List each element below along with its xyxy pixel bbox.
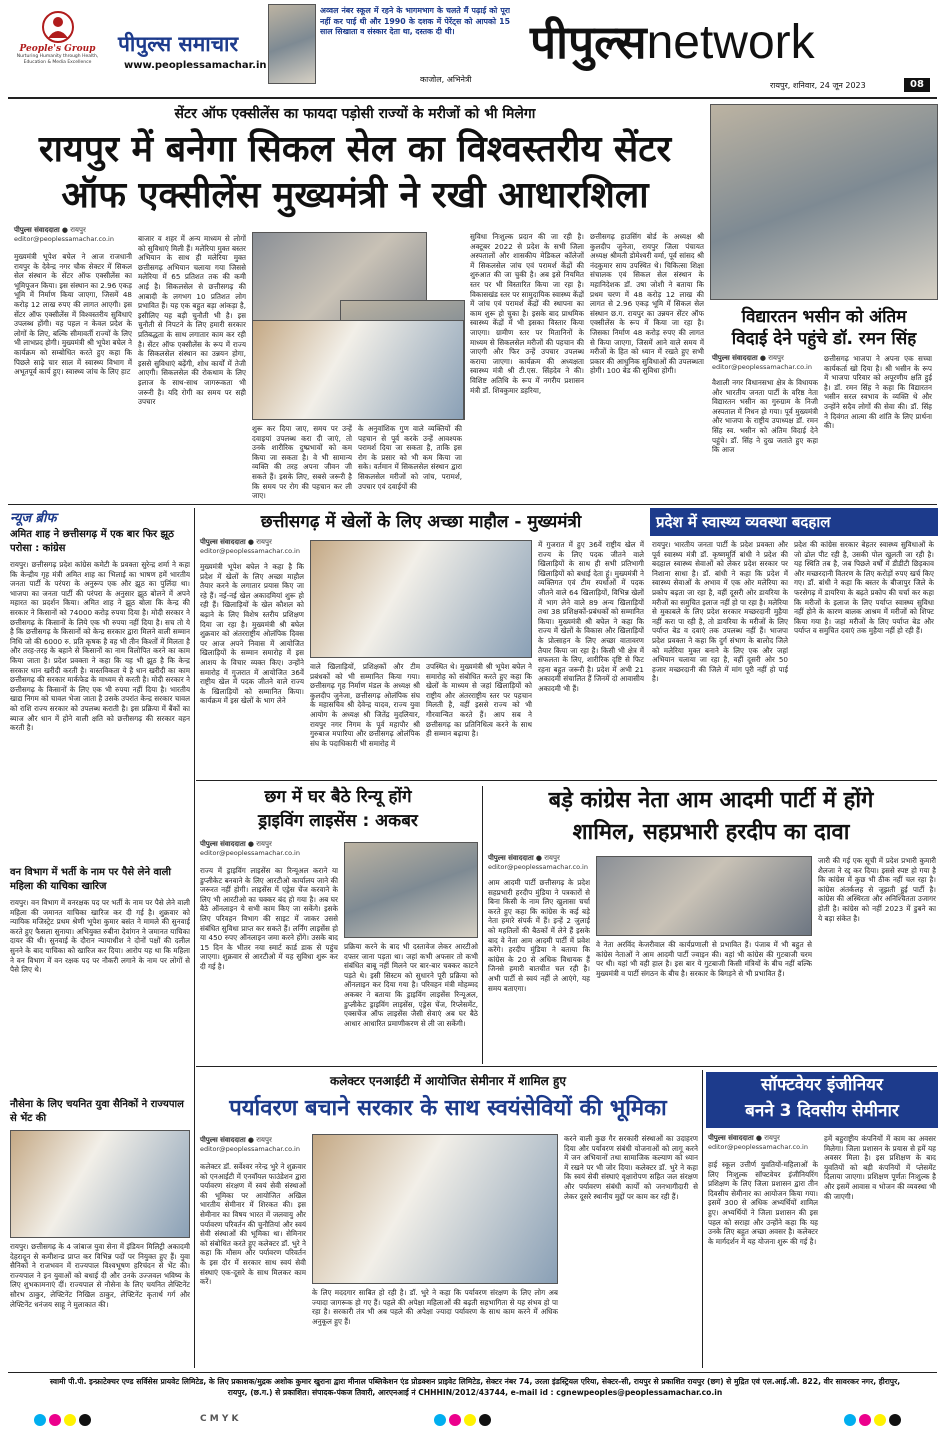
license-headline-2: ड्राइविंग लाइसेंस : अकबर (258, 811, 418, 831)
brief-2-title: वन विभाग में भर्ती के नाम पर पैसे लेने वाली महिला की याचिका खारिज (10, 867, 172, 892)
seminar-byline-email: editor@peoplessamachar.co.in (200, 1145, 300, 1153)
raman-byline: पीपुल्स संवाददाता ● रायपुर editor@peoplessamachar.co.in (712, 354, 822, 371)
license-byline-place: रायपुर (256, 840, 272, 848)
license-byline-name: पीपुल्स संवाददाता (200, 840, 246, 848)
license-col-2: प्रक्रिया करने के बाद भी दस्तावेज लेकर आरटीओ दफ्तर जाना पड़ता था। जहां कभी अफसर तो कभी संबंधित बाबू नहीं मिलने पर बार-बार चक्कर काटने पड़ते थे। इसी सिस्टम को सुधारने पूरी प्रक्रिया को ऑनलाइन कर दिया गया है। परिवहन मंत्री मोहम्मद अकबर ने बताया कि ड्राइविंग लाइसेंस रिन्यूअल, डुप्लीकेट ड्राइविंग लाइसेंस, एड्रेस चेंज, रिप्लेसमेंट, एक्सचेंज ऑफ लाइसेंस जैसी सेवाएं अब घर बैठे आधार आधारित प्रमाणीकरण से ली जा सकेंगी। (344, 942, 478, 1028)
seminar-byline-name: पीपुल्स संवाददाता (200, 1136, 246, 1144)
vertical-rule-right (702, 1070, 703, 1368)
sports-byline-email: editor@peoplessamachar.co.in (200, 547, 300, 555)
kajol-photo (268, 4, 316, 84)
raman-headline-2: विदाई देने पहुंचे डॉ. रमन सिंह (731, 329, 917, 349)
lead-headline-2: ऑफ एक्सीलेंस मुख्यमंत्री ने रखी आधारशिला (61, 175, 649, 216)
lead-col-4: के अनुवांशिक गुण वाले व्यक्तियों की पहचान से पूर्व करके उन्हें आवश्यक परामर्श दिया जा सकता है, ताकि इस रोग के प्रसार को भी कम किया जा सके। वर्तमान में सिकलसेल संस्थान द्वारा सिकलसेल मरीजों को जांच, परामर्श, उपचार एवं दवाईयों की (358, 424, 462, 491)
sports-photo (310, 540, 532, 658)
byline-name: पीपुल्स संवाददाता (14, 226, 60, 234)
aap-headline-2: शामिल, सहप्रभारी हरदीप का दावा (572, 820, 850, 845)
lead-kicker: सेंटर ऑफ एक्सीलेंस का फायदा पड़ोसी राज्यों के मरीजों को भी मिलेगा (174, 106, 536, 122)
raman-photo (710, 104, 938, 300)
sports-col-3: उपस्थित थे। मुख्यमंत्री श्री भूपेश बघेल ने समारोह को संबोधित करते हुए कहा कि खेलों के माध्यम से जहां खिलाड़ियों को राष्ट्रीय और अंतरराष्ट्रीय स्तर पर पहचान मिलती है, वहीं इससे राज्य को भी गौरवान्वित करते हैं। आप सब ने छत्तीसगढ़ का प्रतिनिधित्व करने के साथ ही सम्मान बढ़ाया है। (426, 662, 532, 739)
software-col-1: हाई स्कूल उत्तीर्ण युवतियों-महिलाओं के लिए निःशुल्क सॉफ्टवेयर इंजीनियरिंग प्रशिक्षण के लिए जिला प्रशासन द्वारा तीन दिवसीय सेमीनार का आयोजन किया गया। इसमें 300 से अधिक अभ्यर्थियों शामिल हुए। अभ्यर्थियों ने जिला प्रशासन की इस पहल को सराहा और उन्होंने कहा कि यह उनके लिए बहुत अच्छा अवसर है। कलेक्टर के मार्गदर्शन में यह योजना शुरू की गई है। (708, 1160, 818, 1246)
brief-3-title: नौसेना के लिए चयनित युवा सैनिकों ने राज्यपाल से भेंट की (10, 1099, 184, 1124)
raman-col-1: वैशाली नगर विधानसभा क्षेत्र के विधायक और भारतीय जनता पार्टी के वरिष्ठ नेता विद्यारतन भसीन का गुरुग्राम के निजी अस्पताल में निधन हो गया। पूर्व मुख्यमंत्री और भाजपा के राष्ट्रीय उपाध्यक्ष डॉ. रमन सिंह स्व. भसीन को अंतिम विदाई देने पहुंचे। डॉ. सिंह ने दुख जताते हुए कहा कि आज (712, 378, 818, 455)
website: www.peoplessamachar.in (124, 60, 267, 71)
lead-col-3: शुरू कर दिया जाए, समय पर उन्हें दवाइयां उपलब्ध करा दी जाएं, तो उनके शारीरिक दुष्प्रभावों को कम किया जा सकता है। वे भी सामान्य व्यक्ति की तरह अपना जीवन जी सकते हैं। इसके लिए, सबसे जरूरी है कि समय पर रोग की पहचान कर ली जाए। (252, 424, 352, 500)
license-photo (344, 842, 478, 938)
vertical-rule-mid (482, 786, 483, 1064)
aap-col-2: वे नेता अरविंद केजरीवाल की कार्यप्रणाली से प्रभावित हैं। पंजाब में भी बहुत से कांग्रेस नेताओं ने आम आदमी पार्टी ज्वाइन की। वहां भी कांग्रेस की गुटबाजी चरम पर थी। यहां भी वही हाल है। इस बार ये गुटबाजी किसी मंत्रियों के बीच नहीं बल्कि मुख्यमंत्री व पार्टी संगठन के बीच है। सरकार के बिगड़ने से भी प्रभावित हैं। (596, 940, 812, 978)
aap-photo (596, 856, 812, 936)
masthead-rule (8, 97, 937, 99)
seminar-byline-place: रायपुर (256, 1136, 272, 1144)
brief-3-photo (10, 1130, 190, 1238)
aap-byline: पीपुल्स संवाददाता ● रायपुर editor@peoplessamachar.co.in (488, 854, 592, 871)
seminar-photo (312, 1134, 558, 1284)
aap-col-3: जारी की गई एक सूची में प्रदेश प्रभारी कुमारी शैलजा ने रद्द कर दिया। इससे स्पष्ट हो गया है कि कांग्रेस में कुछ भी ठीक नहीं चल रहा है। कांग्रेस अंतर्कलह से जूझती हुई पार्टी है। कांग्रेस की अस्थिरता और अनिश्चितता उजागर होती है। कांग्रेस को नहीं 2023 में डुबने का ये बड़ा संकेत है। (818, 856, 936, 923)
section-rule-2 (196, 780, 937, 781)
group-tagline: Nurturing Humanity through Health, Education & Media Excellence (16, 54, 99, 65)
network-english: network (646, 16, 815, 69)
seminar-byline: पीपुल्स संवाददाता ● रायपुर editor@peoplessamachar.co.in (200, 1136, 310, 1153)
software-headline-2: बनने 3 दिवसीय सेमीनार (745, 1101, 899, 1121)
sports-headline: छत्तीसगढ़ में खेलों के लिए अच्छा माहौल - मुख्यमंत्री (260, 512, 582, 532)
software-byline-place: रायपुर (764, 1134, 780, 1142)
license-byline-email: editor@peoplessamachar.co.in (200, 849, 300, 857)
seminar-col-3: करने वाली कुछ गैर सरकारी संस्थाओं का उदाहरण दिया और पर्यावरण संबंधी योजनाओं को लागू करने में जन अभियानों तथा सामाजिक कल्याण को ध्यान में रखने पर भी जोर दिया। कलेक्टर डॉ. भुरे ने कहा कि स्वयं सेवी संस्थाएं वृक्षारोपण सहित जल संरक्षण और पर्यावरण संबंधी कार्यों को जनभागीदारी से लेकर दूसरे स्थानीय मुद्दों पर काम कर रही हैं। (564, 1134, 698, 1201)
license-byline: पीपुल्स संवाददाता ● रायपुर editor@peoplessamachar.co.in (200, 840, 340, 857)
aap-byline-name: पीपुल्स संवाददाता (488, 854, 534, 862)
lead-col-5: सुविधा निःशुल्क प्रदान की जा रही है। अक्टूबर 2022 से प्रदेश के सभी जिला अस्पतालों और शासकीय मेडिकल कॉलेजों में सिकलसेल जांच एवं परामर्श केंद्रों की शुरुआत की जा चुकी है। अब इसे नियमित स्तर पर भी विस्तारित किया जा रहा है। विकासखंड स्तर पर सामुदायिक स्वास्थ्य केंद्रों में जांच एवं परामर्श केंद्रों की स्थापना का काम शुरू हो चुका है। इसके बाद प्राथमिक स्वास्थ्य केंद्रों में भी इसका विस्तार किया जाएगा। ग्रामीण स्तर पर मितानिनों के माध्यम से सिकलसेल मरीजों की पहचान की जाएगी और फिर उन्हें उपचार उपलब्ध कराया जाएगा। कार्यक्रम की अध्यक्षता स्वास्थ्य मंत्री श्री टी.एस. सिंहदेव ने की। विशिष्ट अतिथि के रूप में नगरीय प्रशासन मंत्री डॉ. शिवकुमार डहरिया, (470, 232, 584, 395)
footer-imprint: स्वामी पी.पी. इन्फ्राटेक्चर एण्ड सर्विसेस प्रायवेट लिमिटेड, के लिए प्रकाशक/मुद्रक अशोक कुमार खुराना द्वारा मीनाल पब्लिकेशन एंड प्रोडक्शन प्राइवेट लिमिटेड, सेक्टर नंबर 74, उरला इंडस्ट्रियल एरिया, सेक्टर-सी, रायपुर से प्रकाशित रायपुर (छग) से मुद्रित एवं एल.आई.जी. 822, वीर सावरकर नगर, हीरापुर, रायपुर, (छ.ग.) से प्रकाशित। संपादक-पंकज तिवारी, आरएनआई नं CHHHIN/2012/43744, e-mail id : cgnewpeoples@peoplessamachar.co.in (49, 1377, 901, 1397)
page-number: 08 (904, 78, 930, 92)
aap-byline-place: रायपुर (544, 854, 560, 862)
seminar-col-1: कलेक्टर डॉ. सर्वेश्वर नरेन्द्र भुरे ने शुक्रवार को एनआईटी में एनवॉयल फाउंडेशन द्वारा पर्यावरण संरक्षण में स्वयं सेवी संस्थाओं की भूमिका पर आयोजित अखिल भारतीय सेमीनार में शिरकत की। इस सेमीनार का विषय भारत में जलवायु और पर्यावरण परिवर्तन की चुनौतियां और स्वयं सेवी संस्थाओं की भूमिका था। सेमिनार को संबोधित करते हुए कलेक्टर डॉ. भुरे ने कहा कि मौसम और पर्यावरण परिवर्तन के इस दौर में सरकार साथ स्वयं सेवी संस्थाएं एक-दूसरे के साथ मिलकर काम करें। (200, 1162, 306, 1287)
brief-3-text: रायपुर। छत्तीसगढ़ के 4 जांबाज युवा सेना में इंडियन मिलिट्री अकादमी देहरादून से कमीशन्ड प्राप्त कर विभिन्न पदों पर नियुक्त हुए हैं। युवा सैनिकों ने राजभवन में राज्यपाल विश्वभूषण हरिचंदन से भेंट की। राज्यपाल ने इन युवाओं को बधाई दी और उनके उज्जवल भविष्य के लिए शुभकामनाएं दीं। राज्यपाल से नौसेना के लिए चयनित लेफ्टिनेंट सौरभ ठाकुर, लेफ्टिनेंट निखिल ठाकुर, लेफ्टिनेंट कृतार्थ गर्ग और लेफ्टिनेंट धनंजय साहू ने मुलाकात की। (10, 1242, 190, 1309)
lead-photo-group (252, 320, 464, 420)
dateline: रायपुर, शनिवार, 24 जून 2023 (770, 81, 866, 90)
software-headline-1: सॉफ्टवेयर इंजीनियर (761, 1075, 883, 1095)
software-byline-name: पीपुल्स संवाददाता (708, 1134, 754, 1142)
health-headline-box (650, 508, 938, 536)
software-byline: पीपुल्स संवाददाता ● रायपुर editor@peoplessamachar.co.in (708, 1134, 818, 1151)
registration-marks (0, 1408, 945, 1445)
news-brief-label: न्यूज ब्रीफ (10, 511, 57, 526)
footer-rule (8, 1372, 937, 1373)
brief-1-text: रायपुर। छत्तीसगढ़ प्रदेश कांग्रेस कमेटी के प्रवक्ता सुरेन्द्र शर्मा ने कहा कि केन्द्रीय गृह मंत्री अमित शाह का भिलाई का भाषण हमें भारतीय जनता पार्टी के परंपरा के अनुरूप एक और झूठ का पुलिंदा था। भाजपा का जनता पार्टी की परंपरा के अनुसार झूठ बोलने में अपने महारत का प्रदर्शन किया। अमित शाह ने झूठ बोला कि केन्द्र की सरकार ने किसानों को 74000 करोड़ रुपया दिया है। मोदी सरकार ने छत्तीसगढ़ के किसानों के लिये एक भी रुपया नहीं दिया है। सच तो ये है कि छत्तीसगढ़ के किसानों को केन्द्र सरकार द्वारा मिलने वाली सम्मान निधि जो की 6000 रु. प्रति कृषक है वह भी तीन किश्तों में मिलता है और तरह-तरह के बहाने से किसानों का नाम विलोपित करने का काम किया जाता है। प्रदेश प्रवक्ता ने कहा कि यह भी झूठ है कि केन्द्र सरकार धान खरीदी करती है। वास्तविकता ये है धान खरीदी का काम छत्तीसगढ़ की सरकार मार्कफेड के माध्यम से करती है। मोदी सरकार ने छत्तीसगढ़ के किसानों के लिए एक भी रुपया नहीं दिया है। भारतीय खाद्य निगम को चावल भेजा जाता है उसके उपरांत केन्द्र सरकार चावल को राशि राज्य सरकार को उपलब्ध कराती है। इस प्रक्रिया में बैंकों का ब्याज और धान में होने वाली क्षति को छत्तीसगढ़ की सरकार वहन करती है। (10, 560, 190, 733)
group-name: People's Group (19, 44, 96, 54)
section-rule-3 (196, 1066, 937, 1067)
health-headline: प्रदेश में स्वास्थ्य व्यवस्था बदहाल (656, 513, 831, 531)
masthead (0, 0, 945, 96)
quote-text: अव्वल नंबर स्कूल में रहने के भागमभाग के चलते मैं पढ़ाई को पूरा नहीं कर पाई थी और 1990 के दशक में पेरेंट्स को आपको 15 साल सिखाता व संस्कार देता था, दस्तक दी थी। (320, 6, 510, 36)
raman-col-2: छत्तीसगढ़ भाजपा ने अपना एक सच्चा कार्यकर्ता खो दिया है। श्री भसीन के रूप में भाजपा परिवार को अपूरणीय क्षति हुई है। डॉ. रमन सिंह ने कहा कि विद्यारतन भसीन सरल स्वभाव के व्यक्ति थे और उन्होंने सदैव लोगों की सेवा की। डॉ. सिंह ने दिवंगत आत्मा की शांति के लिए प्रार्थना की। (824, 354, 932, 431)
aap-headline-1: बड़े कांग्रेस नेता आम आदमी पार्टी में होंगे (548, 788, 874, 813)
sports-byline-name: पीपुल्स संवाददाता (200, 538, 246, 546)
peoples-group-logo (10, 10, 105, 90)
software-headline-box (706, 1072, 938, 1128)
seminar-kicker: कलेक्टर एनआईटी में आयोजित सेमीनार में शामिल हुए (329, 1074, 566, 1088)
vertical-rule-left (194, 508, 195, 1368)
lead-byline: पीपुल्स संवाददाता ● रायपुर editor@peoplessamachar.co.in (14, 226, 134, 243)
aap-byline-email: editor@peoplessamachar.co.in (488, 863, 588, 871)
brief-1-title: अमित शाह ने छत्तीसगढ़ में एक बार फिर झूठ परोसा : कांग्रेस (10, 529, 174, 554)
section-rule-1 (8, 504, 937, 505)
quote-author: काजोल, अभिनेत्री (420, 75, 472, 84)
health-col-2: प्रदेश की कांग्रेस सरकार बेहतर स्वास्थ्य सुविधाओं के जो ढोल पीट रही है, उसकी पोल खुलती जा रही है। यह स्थिति तब है, जब पिछले वर्षों में डीडीटी छिड़काव और मच्छरदानी वितरण के लिए करोड़ों रुपए खर्च किए गए। डॉ. बांधी ने कहा कि बस्तर के बीजापुर जिले के फरसेगढ़ में डायरिया के बढ़ते प्रकोप की चर्चा कर कहा कि मरीजों के इलाज के लिए पर्याप्त स्वास्थ्य सुविधा नहीं होने के कारण बालक आश्रम में मरीजों को शिफ्ट किया गया है। जहां मरीजों के लिए पर्याप्त बेड और पर्याप्त व समुचित दवाएं तक मुहैया नहीं हो रही हैं। (794, 540, 934, 636)
paper-name: पीपुल्स समाचार (118, 32, 239, 56)
health-col-1: रायपुर। भारतीय जनता पार्टी के प्रदेश प्रवक्ता और पूर्व स्वास्थ्य मंत्री डॉ. कृष्णमूर्ति बांधी ने प्रदेश की बदहाल स्वास्थ्य सेवाओं को लेकर प्रदेश सरकार पर निशाना साधा है। डॉ. बांधी ने कहा कि प्रदेश में स्वास्थ्य सेवाओं के अभाव में एक ओर मलेरिया का प्रकोप बढ़ता जा रहा है, वहीं दूसरी ओर डायरिया के मरीजों का समुचित इलाज नहीं हो पा रहा है। मलेरिया से मुकाबले के लिए प्रदेश सरकार मच्छरदानी मुहैया नहीं करा पा रही है, तो डायरिया के मरीजों के लिए पर्याप्त बेड व दवाएं तक उपलब्ध नहीं हैं। भाजपा प्रदेश प्रवक्ता ने कहा कि दुर्ग संभाग के बालोद जिले को मलेरिया मुक्त बनाने के लिए एक और जहां अभियान चलाया जा रहा है, वहीं दूसरी ओर 50 हजार मच्छरदानी की जिले में मांग पूरी नहीं हो पाई है। (652, 540, 788, 684)
byline-email: editor@peoplessamachar.co.in (14, 235, 114, 243)
license-headline-1: छग में घर बैठे रिन्यू होंगे (264, 787, 412, 807)
aap-col-1: आम आदमी पार्टी छत्तीसगढ़ के प्रदेश सहप्रभारी हरदीप मुंडिया ने पत्रकारों से बिना किसी के नाम लिए खुलासा चर्चा करते हुए कहा कि कांग्रेस के कई बड़े नेता हमारे संपर्क में हैं। इन्हें 2 जुलाई को महतिलों की बैठकों में लेने हैं इसके बाद वे नेता आम आदमी पार्टी में प्रवेश करेंगे। हरदीप मुंडिया ने बताया कि कांग्रेस के 20 से अधिक विधायक हैं जिनसे हमारी बातचीत चल रही है। अभी पार्टी से स्वयं नहीं ले आएंगे, यह समय बताएगा। (488, 878, 590, 993)
sports-col-1: मुख्यमंत्री भूपेश बघेल ने कहा है कि प्रदेश में खेलों के लिए अच्छा माहौल तैयार करने के लगातार प्रयास किए जा रहे हैं। नई-नई खेल अकादमियां शुरू हो रही हैं। खिलाड़ियों के खेल कौशल को बढ़ाने के लिए विशेष स्तरीय प्रशिक्षण दिया जा रहा है। मुख्यमंत्री श्री बघेल शुक्रवार को अंतरराष्ट्रीय ओलंपिक दिवस पर आज अपने निवास में आयोजित खिलाड़ियों के सम्मान समारोह में इस आशय के विचार व्यक्त किए। उन्होंने समारोह में गुजरात में आयोजित 36वें राष्ट्रीय खेल में पदक जीतने वाले राज्य के खिलाड़ियों को सम्मानित किया। कार्यक्रम में इस खेलों के भाग लेने (200, 562, 304, 706)
raman-byline-place: रायपुर (768, 354, 784, 362)
license-col-1: राज्य में ड्राइविंग लाइसेंस का रिन्यूअल कराने या डुप्लीकेट बनवाने के लिए आरटीओ कार्यालय जाने की जरूरत नहीं होगी। लाइसेंस में एड्रेस चेंज करवाने के लिए भी आरटीओ का चक्कर बंद हो गया है। अब घर बैठे ऑनलाइन ये सभी काम किए जा सकेंगे। इसके लिए परिवहन विभाग की साइट में जाकर उससे संबंधित सुविधा प्राप्त कर सकते हैं। लर्निंग लाइसेंस हो या 450 रुपए ऑनलाइन जमा करने होंगे। उसके बाद 15 दिन के भीतर नया स्मार्ट कार्ड डाक से पहुंच जाएगा। शुक्रवार से आरटीओ में यह सुविधा शुरू कर दी गई है। (200, 866, 338, 971)
sports-col-4: में गुजरात में हुए 36वें राष्ट्रीय खेल में राज्य के लिए पदक जीतने वाले खिलाड़ियों के साथ ही सभी प्रतिभागी खिलाड़ियों को बधाई देता हूं। मुख्यमंत्री ने व्यक्तिगत एवं टीम स्पर्धाओं में पदक जीतने वाले 64 खिलाड़ियों, विभिन्न खेलों में भाग लेने वाले 89 अन्य खिलाड़ियों तथा 38 प्रशिक्षकों-प्रबंधकों को सम्मानित किया। मुख्यमंत्री श्री बघेल ने कहा कि राज्य में खेलों के विकास और खिलाड़ियों के प्रोत्साहन के लिए अच्छा वातावरण तैयार किया जा रहा है। किसी भी क्षेत्र में सफलता के लिए, शारीरिक दृष्टि से फिट रहना बहुत जरूरी है। प्रदेश में अभी 21 अकादमी संचालित हैं जिनमें दो आवासीय अकादमी भी हैं। (538, 540, 644, 693)
byline-place: रायपुर (70, 226, 86, 234)
group-emblem-icon (41, 10, 75, 44)
sports-byline: पीपुल्स संवाददाता ● रायपुर editor@peoplessamachar.co.in (200, 538, 310, 555)
lead-headline-1: रायपुर में बनेगा सिकल सेल का विश्वस्तरीय सेंटर (38, 129, 672, 170)
network-title (530, 10, 930, 74)
raman-byline-name: पीपुल्स संवाददाता (712, 354, 758, 362)
raman-byline-email: editor@peoplessamachar.co.in (712, 363, 812, 371)
seminar-col-2: के लिए मददगार साबित हो रही है। डॉ. भुरे ने कहा कि पर्यावरण संरक्षण के लिए लोग अब ज्यादा जागरूक हो गए हैं। पहले की अपेक्षा महिलाओं की बढ़ती सहभागिता से यह संभव हो पा रहा है। सरकारी तंत्र भी अब पहले की अपेक्षा ज्यादा पर्यावरण के साथ काम करने में अधिक अनुकूल हुए हैं। (312, 1288, 558, 1326)
sports-col-2: वाले खिलाड़ियों, प्रशिक्षकों और टीम प्रबंधकों को भी सम्मानित किया गया। छत्तीसगढ़ गृह निर्माण मंडल के अध्यक्ष श्री कुलदीप जुनेजा, छत्तीसगढ़ ओलंपिक संघ के महासचिव श्री देवेन्द्र यादव, राज्य युवा आयोग के अध्यक्ष श्री जितेंद्र मुदलियार, रायपुर नगर निगम के पूर्व महापौर श्री गुरुबाज मपारिया और छत्तीसगढ़ ओलंपिक संघ के पदाधिकारी भी समारोह में (310, 662, 420, 748)
lead-col-2: बाजार व शहर में अन्य माध्यम से लोगों को सुविधाएं मिली हैं। मलेरिया मुक्त बस्तर अभियान के साथ ही मलेरिया मुक्त छत्तीसगढ़ अभियान चलाया गया जिससे मलेरिया में 65 प्रतिशत तक की कमी आई है। सिकलसेल से छत्तीसगढ़ की आबादी के लगभग 10 प्रतिशत लोग प्रभावित हैं। यह एक बहुत बड़ा आंकड़ा है, इसीलिए यह बड़ी चुनौती भी है। इस चुनौती से निपटने के लिए हमारी सरकार प्रतिबद्धता के साथ लगातार काम कर रही है। सेंटर ऑफ एक्सीलेंस के रूप में राज्य के सिकलसेल संस्थान का उन्नयन होगा, इससे सुविधाएं बढ़ेंगी, शोध कार्यों में तेजी आएगी। सिकलसेल की रोकथाम के लिए इलाज के साथ-साथ जागरूकता भी जरूरी है। यदि रोगी का समय पर सही उपचार (138, 234, 246, 407)
seminar-headline: पर्यावरण बचाने सरकार के साथ स्वयंसेवियों की भूमिका (229, 1096, 667, 1121)
lead-col-6: छत्तीसगढ़ हाउसिंग बोर्ड के अध्यक्ष श्री कुलदीप जुनेजा, रायपुर जिला पंचायत अध्यक्ष श्रीमती डोमेश्वरी वर्मा, पूर्व सांसद श्री नंदकुमार साय उपस्थित थे। चिकित्सा शिक्षा संचालक एवं सिकल सेल संस्थान के महानिदेशक डॉ. उषा जोशी ने बताया कि प्रथम चरण में 48 करोड़ 12 लाख की लागत से 2.96 एकड़ भूमि में सिकल सेल संस्थान छ.ग. रायपुर का उन्नयन सेंटर ऑफ एक्सीलेंस के रूप में किया जा रहा है। जिसका निर्माण 48 करोड़ रुपए की लागत से किया जाएगा, जिसमें आने वाले समय में मरीजों के हित को ध्यान में रखते हुए सभी प्रकार की आधुनिक सुविधाओं की उपलब्धता होगी। 100 बेड की सुविधा होगी। (590, 232, 704, 376)
cmyk-label: C M Y K (200, 1414, 239, 1424)
software-byline-email: editor@peoplessamachar.co.in (708, 1143, 808, 1151)
sports-byline-place: रायपुर (256, 538, 272, 546)
brief-2-text: रायपुर। वन विभाग में वनरक्षक पद पर भर्ती के नाम पर पैसे लेने वाली महिला की जमानत याचिका खारिज कर दी गई है। शुक्रवार को न्यायिक मजिस्ट्रेट प्रथम श्रेणी भूपेश कुमार बसंत ने मामले की सुनवाई करते हुए फैसला सुनाया। अभियुक्त रुबीना देवांगन ने जमानत याचिका दायर की थी। सुनवाई के दौरान न्यायाधीश ने दोनों पक्षों की दलील सुनने के बाद याचिका को खारिज कर दिया। आरोप यह था कि महिला ने वन विभाग में वन रक्षक पद पर नौकरी लगाने के नाम पर लोगों से पैसे लिए थे। (10, 898, 190, 975)
cmyk-strip (0, 1408, 945, 1445)
software-col-2: हमें बहुराष्ट्रीय कंपनियों में काम का अवसर मिलेगा। जिला प्रशासन के प्रयास से हमें यह अवसर मिला है। इस प्रशिक्षण के बाद युवतियों को बड़ी कंपनियों में प्लेसमेंट दिलाया जाएगा। प्रशिक्षण पूर्णतः निःशुल्क है और इसमें आवास व भोजन की व्यवस्था भी की जाएगी। (824, 1134, 936, 1201)
network-hindi: पीपुल्स (530, 15, 647, 69)
raman-headline-1: विद्यारतन भसीन को अंतिम (741, 307, 907, 327)
lead-col-1: मुख्यमंत्री भूपेश बघेल ने आज राजधानी रायपुर के देवेन्द्र नगर चौक सेक्टर में सिकल सेल संस्थान के सेंटर ऑफ एक्सीलेंस का भूमिपूजन किया। इस संस्थान का 2.96 एकड़ भूमि में निर्माण किया जाएगा, जिसमें 48 करोड़ 12 लाख रुपए की लागत आएगी। इस सेंटर ऑफ एक्सीलेंस में विश्वस्तरीय सुविधाएं उपलब्ध होंगी। यह पहल न केवल प्रदेश के लोगों के लिए, बल्कि सीमावर्ती राज्यों के लिए भी लाभप्रद होगी। मुख्यमंत्री श्री भूपेश बघेल ने कार्यक्रम को सम्बोधित करते हुए कहा कि पिछले साढ़े चार साल में स्वास्थ्य विभाग में अभूतपूर्व कार्य हुए। स्वास्थ्य जांच के लिए हाट (14, 252, 132, 377)
